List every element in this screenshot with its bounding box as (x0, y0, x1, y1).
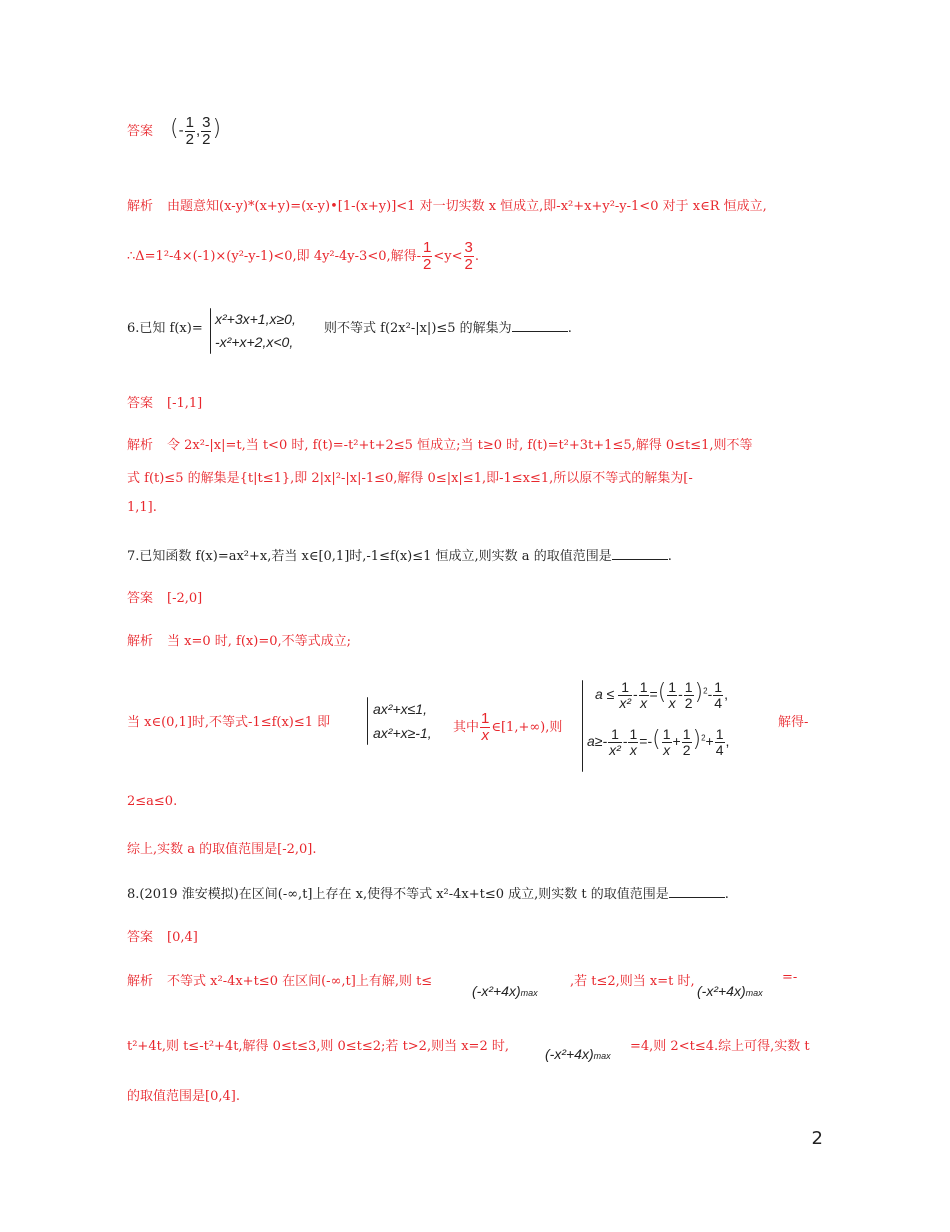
q8-stem: 8.(2019 淮安模拟)在区间(-∞,t]上存在 x,使得不等式 x²-4x+t≤0 成立,则实数 t 的取值范围是 . (127, 887, 729, 902)
fraction-1-over-x: $\frac{1}{x}$ (481, 710, 490, 744)
fraction: $\frac{3}{2}$ (202, 114, 211, 148)
system1-row2: ax²+x≥-1, (373, 725, 432, 741)
q7-analysis-line4: 综上,实数 a 的取值范围是[-2,0]. (127, 842, 317, 857)
system-brace (367, 697, 368, 745)
q5-analysis-line1: 解析 由题意知(x-y)*(x+y)=(x-y)•[1-(x+y)]<1 对一切实数 x 恒成立,即-x²+x+y²-y-1<0 对于 x∈R 恒成立, (127, 199, 767, 214)
q7-analysis-line1: 解析 当 x=0 时, f(x)=0,不等式成立; (127, 634, 352, 649)
fraction: $\frac{3}{2}$ (464, 239, 473, 273)
q7-analysis-line3: 2≤a≤0. (127, 794, 178, 809)
q6-stem-b: 则不等式 f(2x²-|x|)≤5 的解集为 . (324, 321, 572, 336)
system2-row1: a ≤ $\frac{1}{\text{x²}}$ - $\frac{1}{x}$ =( $\frac{1}{x}$ - $\frac{1}{2}$ )$^2$- $\frac{1}{4}$ , (595, 679, 728, 711)
q7-stem: 7.已知函数 f(x)=ax²+x,若当 x∈[0,1]时,-1≤f(x)≤1 恒成立,则实数 a 的取值范围是 . (127, 549, 672, 564)
piece-1: x²+3x+1,x≥0, (215, 311, 296, 327)
expr-max-3: (-x²+4x)max (545, 1046, 611, 1062)
q6-stem-a: 6.已知 f(x)= (127, 321, 203, 336)
q8-analysis-line2a: t²+4t,则 t≤-t²+4t,解得 0≤t≤3,则 0≤t≤2;若 t>2,则当 x=2 时, (127, 1039, 509, 1054)
answer-blank (612, 547, 668, 560)
q6-analysis-line2: 式 f(t)≤5 的解集是{t|t≤1},即 2|x|²-|x|-1≤0,解得 0≤|x|≤1,即-1≤x≤1,所以原不等式的解集为[- (127, 471, 693, 486)
expr-max-2: (-x²+4x)max (697, 983, 763, 999)
q8-analysis-line1b: ,若 t≤2,则当 x=t 时, (570, 974, 695, 989)
q8-analysis-line1a: 解析 不等式 x²-4x+t≤0 在区间(-∞,t]上有解,则 t≤ (127, 974, 433, 989)
q6-analysis-line3: 1,1]. (127, 500, 157, 515)
q6-answer: 答案 [-1,1] (127, 396, 203, 411)
analysis-label: 解析 (127, 199, 154, 214)
piecewise-brace (210, 308, 211, 354)
q7-analysis-line2b: 其中 $\frac{1}{x}$ ∈[1,+∞),则 (453, 710, 563, 744)
q8-analysis-line3: 的取值范围是[0,4]. (127, 1089, 240, 1104)
answer-label: 答案 (127, 124, 154, 139)
q8-analysis-line2b: =4,则 2<t≤4.综上可得,实数 t (630, 1039, 810, 1054)
q5-analysis-line2: ∴Δ=1²-4×(-1)×(y²-y-1)<0,即 4y²-4y-3<0,解得- $\frac{1}{2}$ <y< $\frac{3}{2}$ . (127, 239, 479, 273)
q5-answer (127, 120, 167, 139)
system1-row1: ax²+x≤1, (373, 701, 427, 717)
answer-blank (512, 319, 568, 332)
answer-blank (669, 885, 725, 898)
q6-analysis-line1: 解析 令 2x²-|x|=t,当 t<0 时, f(t)=-t²+t+2≤5 恒成立;当 t≥0 时, f(t)=t²+3t+1≤5,解得 0≤t≤1,则不等 (127, 438, 753, 453)
q7-analysis-line2a: 当 x∈(0,1]时,不等式-1≤f(x)≤1 即 (127, 715, 331, 730)
fraction: $\frac{1}{2}$ (185, 114, 194, 148)
q7-analysis-line2d: 解得- (778, 715, 809, 730)
system2-brace (582, 680, 583, 772)
q8-answer: 答案 [0,4] (127, 930, 198, 945)
q5-answer-value: (- $\frac{1}{2}$ , $\frac{3}{2}$ ) (170, 114, 222, 148)
q8-analysis-line1c: =- (782, 970, 798, 985)
q7-answer: 答案 [-2,0] (127, 591, 203, 606)
system2-row2: a≥- $\frac{1}{\text{x²}}$ - $\frac{1}{x}$ =-( $\frac{1}{x}$ + $\frac{1}{2}$ )$^2$+ $\frac{1}{4}$ , (587, 726, 730, 758)
fraction: $\frac{1}{2}$ (423, 239, 432, 273)
piece-2: -x²+x+2,x<0, (215, 334, 294, 350)
page-number: 2 (811, 1128, 823, 1149)
expr-max-1: (-x²+4x)max (472, 983, 538, 999)
